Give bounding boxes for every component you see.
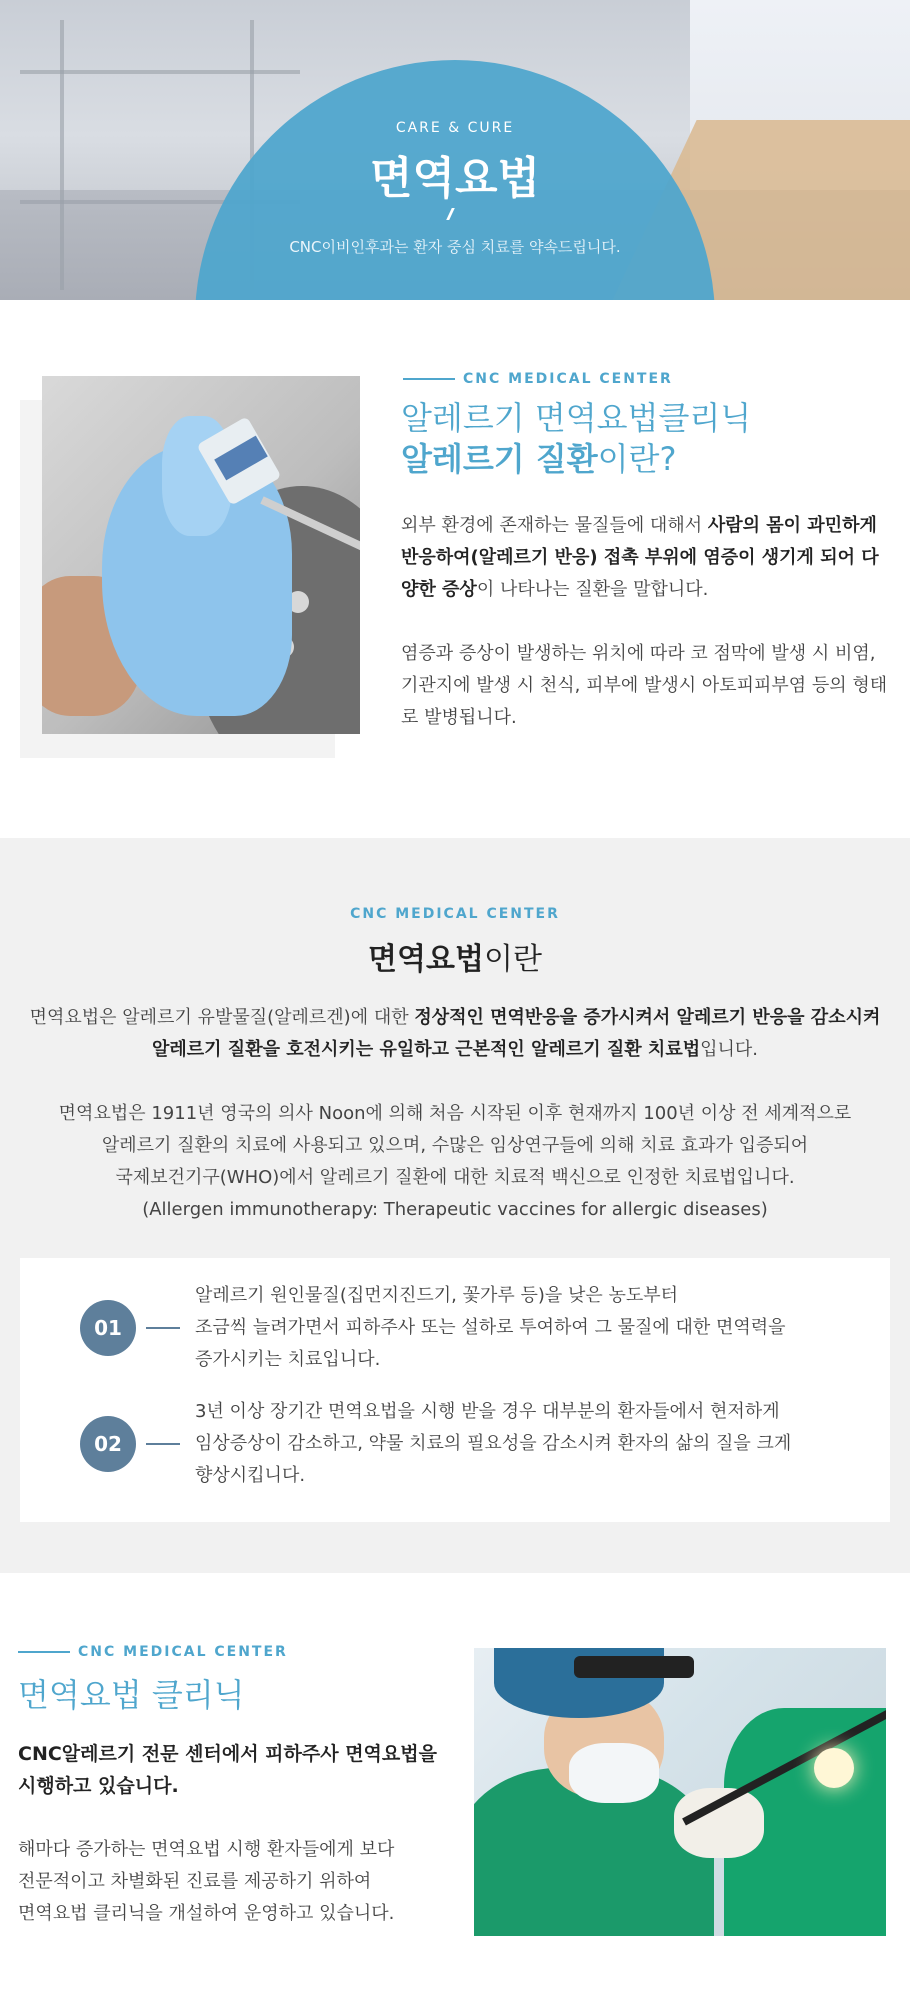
- list-item-line: 알레르기 원인물질(집먼지진드기, 꽃가루 등)을 낮은 농도부터: [195, 1285, 679, 1306]
- number-connector: [146, 1443, 180, 1445]
- s2p2-line: 알레르기 질환의 치료에 사용되고 있으며, 수많은 임상연구들에 의해 치료 효과가 입증되어: [101, 1135, 809, 1156]
- section1-paragraph-2: 염증과 증상이 발생하는 위치에 따라 코 점막에 발생 시 비염, 기관지에 발생 시 천식, 피부에 발생시 아토피피부염 등의 형태로 발병됩니다.: [401, 643, 888, 728]
- section1-eyebrow: [403, 371, 673, 387]
- section3-eyebrow: [18, 1644, 288, 1660]
- list-item-line: 3년 이상 장기간 면역요법을 시행 받을 경우 대부분의 환자들에서 현저하게: [195, 1401, 780, 1422]
- paragraph-line: 면역요법 클리닉을 개설하여 운영하고 있습니다.: [18, 1903, 395, 1924]
- section2-paragraph-1: [20, 1002, 890, 1066]
- list-item-line: 증가시키는 치료입니다.: [195, 1349, 381, 1370]
- list-item-text: [195, 1280, 855, 1376]
- p1-bold: 사람의 몸이 과민하게 반응하여(알레르기 반응) 접촉 부위에 염증이 생기게 되어 다양한 증상: [401, 515, 879, 600]
- section1-title-line2: [401, 439, 751, 480]
- s2p2-line: (Allergen immunotherapy: Therapeutic vaccines for allergic diseases): [142, 1199, 768, 1220]
- s2p1-plain: 면역요법은 알레르기 유발물질(알레르겐)에 대한: [29, 1007, 415, 1028]
- hero-tagline: CARE & CURE: [395, 120, 515, 136]
- section1-paragraph-1: [401, 510, 891, 606]
- paragraph-line: 해마다 증가하는 면역요법 시행 환자들에게 보다: [18, 1839, 395, 1860]
- section1-title-bold: 알레르기 질환: [401, 440, 598, 478]
- p1-plain-end: 이 나타나는 질환을 말합니다.: [476, 579, 709, 600]
- paragraph-line: 전문적이고 차별화된 진료를 제공하기 위하여: [18, 1871, 372, 1892]
- section1-title: [401, 398, 751, 480]
- section2-title: [0, 934, 910, 978]
- section2-title-rest: 이란: [483, 942, 542, 977]
- list-item-line: 임상증상이 감소하고, 약물 치료의 필요성을 감소시켜 환자의 삶의 질을 크게: [195, 1433, 792, 1454]
- hero-cart-shelf: [20, 70, 300, 74]
- s2p1-bold: 정상적인 면역반응을 증가시켜서 알레르기 반응을 감소시켜 알레르기 질환을 호전시키는 유일하고 근본적인 알레르기 질환 치료법: [151, 1007, 881, 1060]
- list-item-line: 향상시킵니다.: [195, 1465, 306, 1486]
- p1-plain: 외부 환경에 존재하는 물질들에 대해서: [401, 515, 708, 536]
- number-badge: 02: [80, 1416, 136, 1472]
- hero-subtitle: CNC이비인후과는 환자 중심 치료를 약속드립니다.: [289, 238, 621, 256]
- lead-line: 시행하고 있습니다.: [18, 1775, 179, 1797]
- s2p1-plain-end: 입니다.: [700, 1039, 758, 1060]
- number-badge: 01: [80, 1300, 136, 1356]
- section2-paragraph-2: [20, 1098, 890, 1226]
- section2-eyebrow: CNC MEDICAL CENTER: [350, 906, 560, 922]
- hero-title: 면역요법: [369, 153, 540, 204]
- eyebrow-line: [403, 378, 455, 380]
- section3-paragraph: [18, 1834, 458, 1930]
- eyebrow-text: CNC MEDICAL CENTER: [78, 1644, 288, 1660]
- doctor-exam-photo: [474, 1648, 886, 1936]
- s2p2-line: 국제보건기구(WHO)에서 알레르기 질환에 대한 치료적 백신으로 인정한 치료법입니다.: [115, 1167, 795, 1188]
- section2-title-bold: 면역요법: [368, 942, 484, 977]
- section3-title: 면역요법 클리닉: [18, 1676, 245, 1714]
- eyebrow-text: CNC MEDICAL CENTER: [463, 371, 673, 387]
- section3-lead: [18, 1738, 458, 1802]
- number-connector: [146, 1327, 180, 1329]
- list-item-line: 조금씩 늘려가면서 피하주사 또는 설하로 투여하여 그 물질에 대한 면역력을: [195, 1317, 786, 1338]
- surgical-mask: [569, 1743, 659, 1803]
- section1-title-line1: 알레르기 면역요법클리닉: [401, 399, 752, 437]
- list-item-text: [195, 1396, 855, 1492]
- lead-line: CNC알레르기 전문 센터에서 피하주사 면역요법을: [18, 1743, 437, 1765]
- hero-banner: [0, 0, 910, 300]
- injection-photo: [42, 376, 360, 734]
- section1-title-rest: 이란?: [597, 440, 677, 478]
- s2p2-line: 면역요법은 1911년 영국의 의사 Noon에 의해 처음 시작된 이후 현재까지 100년 이상 전 세계적으로: [58, 1103, 852, 1124]
- exam-light: [814, 1748, 854, 1788]
- eyebrow-line: [18, 1651, 70, 1653]
- headlamp: [574, 1656, 694, 1678]
